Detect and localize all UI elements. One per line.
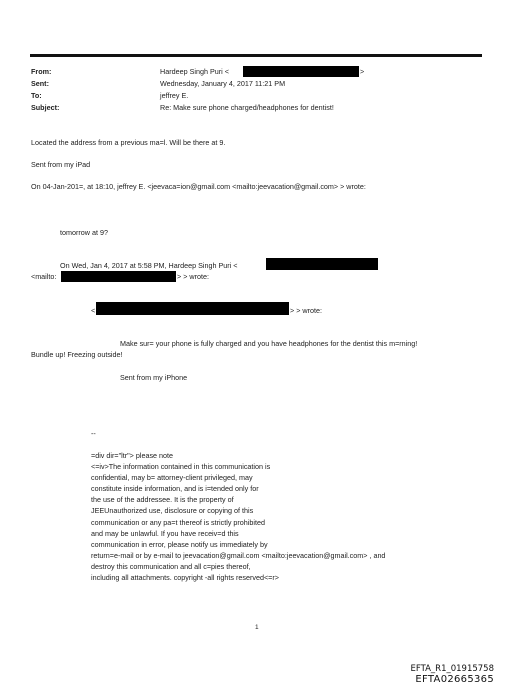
quote-wrote-1: > > wrote: <box>177 272 209 281</box>
disclaimer-line: destroy this communication and all c=pies thereof, <box>91 562 251 571</box>
footer-id-2: EFTA02665365 <box>415 674 494 685</box>
body-line-1: Located the address from a previous ma=l. Will be there at 9. <box>31 138 226 147</box>
redaction-quote-1 <box>266 258 378 270</box>
from-suffix: > <box>360 67 365 76</box>
to-label: To: <box>31 91 42 100</box>
redaction-quote-2 <box>61 271 176 282</box>
disclaimer-line: JEEUnauthorized use, disclosure or copying of this <box>91 506 254 515</box>
sent-value: Wednesday, January 4, 2017 11:21 PM <box>160 79 286 88</box>
disclaimer-line: constitute inside information, and is i=tended only for <box>91 484 259 493</box>
body-line-3: On 04-Jan-201=, at 18:10, jeffrey E. <jeevaca=ion@gmail.com <mailto:jeevacation@gmail.com> > wrote: <box>31 182 366 191</box>
redaction-from <box>243 66 359 77</box>
disclaimer-line: <=iv>The information contained in this communication is <box>91 462 271 471</box>
header-rule <box>30 54 482 57</box>
disclaimer-line: including all attachments. copyright -all rights reserved<=r> <box>91 573 279 582</box>
quote-message-line-1: Make sur= your phone is fully charged and you have headphones for the dentist this m=rning! <box>120 339 418 348</box>
quote-signature: Sent from my iPhone <box>120 373 188 382</box>
quote-message-line-2: Bundle up! Freezing outside! <box>31 350 123 359</box>
to-value: jeffrey E. <box>160 91 189 100</box>
from-value: Hardeep Singh Puri < <box>160 67 229 76</box>
subject-label: Subject: <box>31 103 60 112</box>
quote-open: < <box>91 306 96 315</box>
page-number: 1 <box>255 624 259 631</box>
footer-id-1: EFTA_R1_01915758 <box>410 664 494 674</box>
disclaimer-line: communication or any pa=t thereof is strictly prohibited <box>91 518 265 527</box>
disclaimer-line: and may be unlawful. If you have receiv=d this <box>91 529 239 538</box>
disclaimer-line: confidential, may b= attorney-client privileged, may <box>91 473 253 482</box>
quote-mailto: <mailto: <box>31 272 57 281</box>
redaction-quote-3 <box>96 302 289 315</box>
disclaimer-line: =div dir="ltr"> please note <box>91 451 174 460</box>
disclaimer-line: return=e-mail or by e-mail to jeevacation@gmail.com <mailto:jeevacation@gmail.com> , and <box>91 551 386 560</box>
quote-tomorrow: tomorrow at 9? <box>60 228 108 237</box>
quote-header-line: On Wed, Jan 4, 2017 at 5:58 PM, Hardeep Singh Puri < <box>60 261 238 270</box>
quote-wrote-2: > > wrote: <box>290 306 322 315</box>
separator: -- <box>91 429 96 438</box>
disclaimer-line: the use of the addressee. It is the property of <box>91 495 234 504</box>
from-label: From: <box>31 67 52 76</box>
body-line-2: Sent from my iPad <box>31 160 91 169</box>
disclaimer-line: communication in error, please notify us immediately by <box>91 540 268 549</box>
sent-label: Sent: <box>31 79 49 88</box>
subject-value: Re: Make sure phone charged/headphones for dentist! <box>160 103 334 112</box>
